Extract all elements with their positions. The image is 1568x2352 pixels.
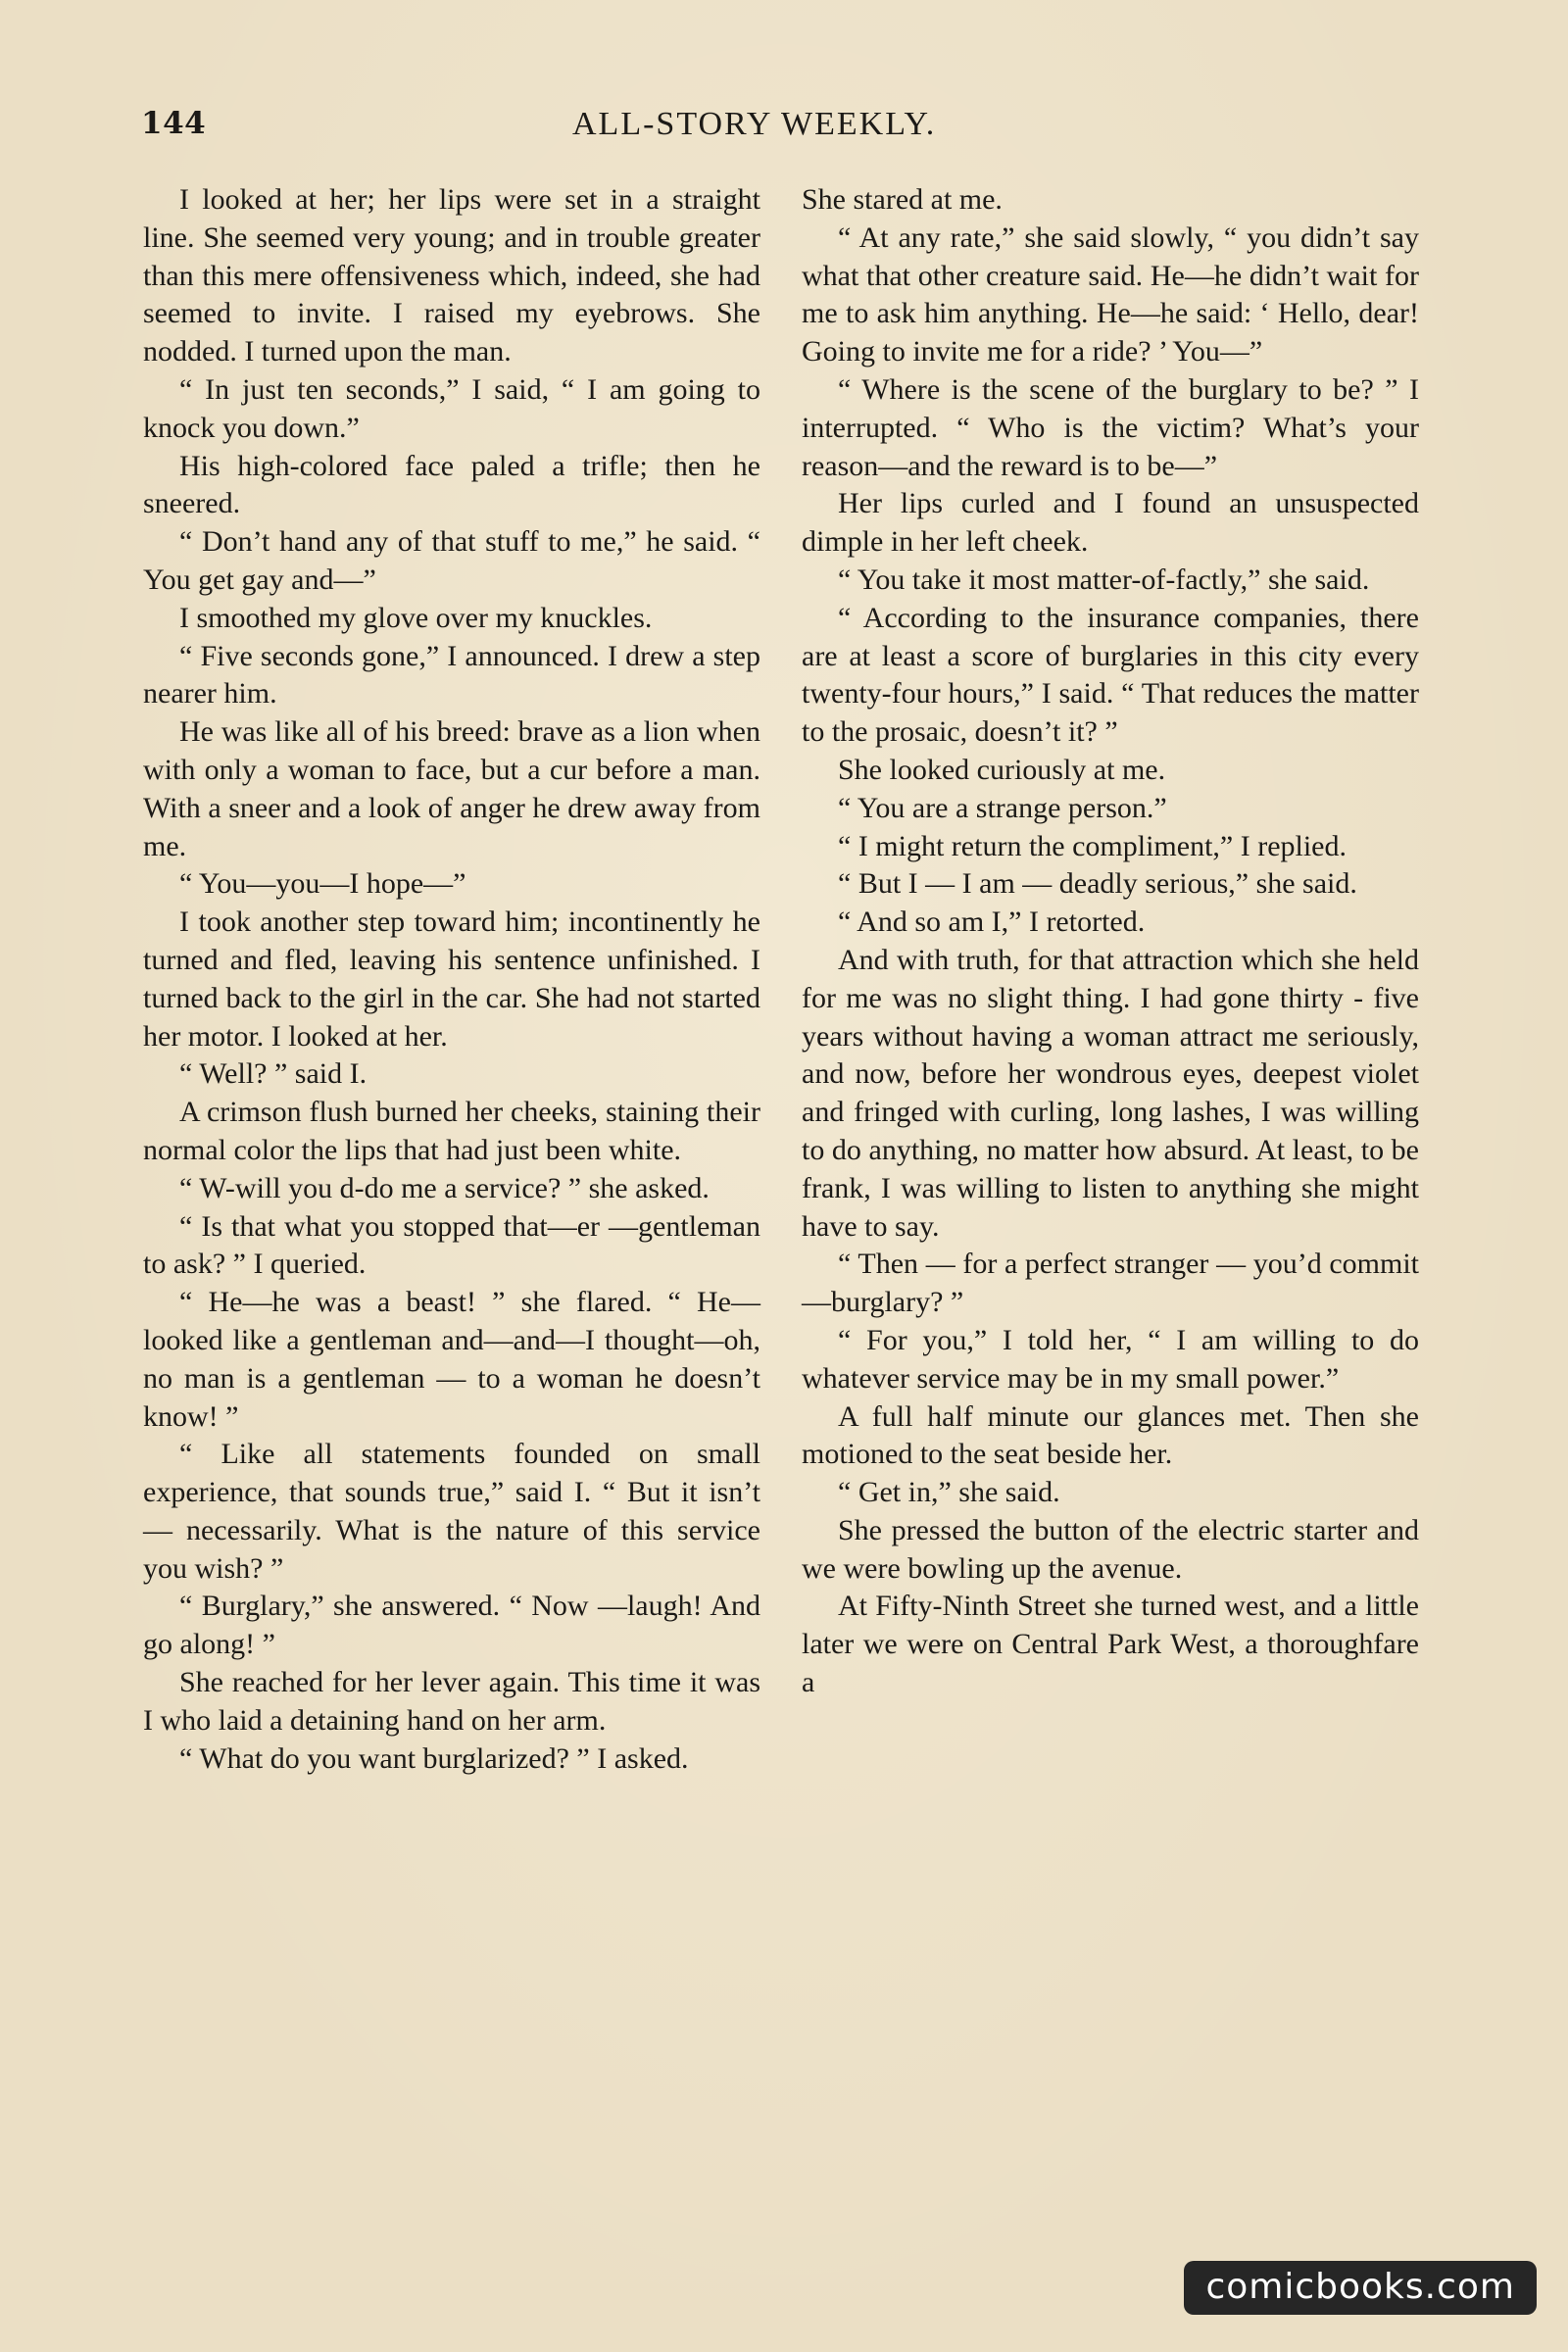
paragraph: “ Don’t hand any of that stuff to me,” he said. “ You get gay and—” [143, 525, 760, 596]
paragraph: “ According to the insurance companies, there are at least a score of burglaries in this city every twenty-four hours,” I said. “ That reduces the matter to the prosaic, doesn’t it? ” [802, 601, 1419, 749]
paragraph: I looked at her; her lips were set in a straight line. She seemed very young; and in trouble greater than this mere offensiveness which, indeed, she had seemed to invite. I raised my eyebrows. She nodded. I turned upon the man. [143, 183, 760, 368]
paragraph: “ W-will you d-do me a service? ” she asked. [179, 1171, 710, 1204]
site-watermark: comicbooks.com [1184, 2261, 1537, 2315]
paragraph: I smoothed my glove over my knuckles. [179, 601, 653, 634]
paragraph: “ You are a strange person.” [838, 791, 1167, 824]
paragraph: “ Where is the scene of the burglary to be? ” I interrupted. “ Who is the victim? What’s your reason—and the reward is to be—” [802, 372, 1419, 482]
paragraph: “ In just ten seconds,” I said, “ I am going to knock you down.” [143, 372, 760, 444]
paragraph: “ But I — I am — deadly serious,” she said. [838, 867, 1357, 901]
paragraph: “ Well? ” said I. [179, 1057, 368, 1091]
paragraph: I took another step toward him; incontinently he turned and fled, leaving his sentence unfinished. I turned back to the girl in the car. She had not started her motor. I looked at her. [143, 906, 760, 1053]
running-title: ALL-STORY WEEKLY. [572, 106, 937, 142]
left-column [143, 181, 760, 1778]
paragraph: “ Is that what you stopped that—er —gentleman to ask? ” I queried. [143, 1209, 760, 1281]
paragraph: Her lips curled and I found an unsuspected dimple in her left cheek. [802, 487, 1419, 559]
paragraph: His high-colored face paled a trifle; then he sneered. [143, 449, 760, 520]
paragraph: She looked curiously at me. [838, 753, 1166, 786]
paragraph: A crimson flush burned her cheeks, staining their normal color the lips that had just been white. [143, 1096, 760, 1166]
paragraph: She pressed the button of the electric starter and we were bowling up the avenue. [802, 1513, 1419, 1585]
paragraph: “ At any rate,” she said slowly, “ you didn’t say what that other creature said. He—he didn’t wait for me to ask him anything. He—he said: ‘ Hello, dear! Going to invite me for a ride? ’ You—” [802, 220, 1419, 368]
paragraph: “ For you,” I told her, “ I am willing to do whatever service may be in my small power.” [802, 1323, 1419, 1395]
paragraph: “ Then — for a perfect stranger — you’d commit—burglary? ” [802, 1248, 1419, 1319]
paragraph: “ What do you want burglarized? ” I asked. [179, 1741, 689, 1775]
paragraph: “ You take it most matter-of-factly,” she said. [838, 563, 1370, 596]
continued-paragraph: She stared at me. [802, 183, 1003, 216]
paragraph: “ I might return the compliment,” I replied. [838, 829, 1347, 862]
paragraph: “ Get in,” she said. [838, 1476, 1060, 1509]
paragraph: “ Five seconds gone,” I announced. I drew a step nearer him. [143, 639, 760, 710]
right-column [802, 181, 1419, 1702]
page-header [141, 106, 1425, 155]
paragraph: A full half minute our glances met. Then she motioned to the seat beside her. [802, 1399, 1419, 1471]
paragraph: “ And so am I,” I retorted. [838, 906, 1146, 939]
paragraph: And with truth, for that attraction which she held for me was no slight thing. I had gone thirty - five years without having a woman attract me seriously, and now, before her wondrous eyes, deepest violet and fringed with curling, long lashes, I was willing to do anything, no matter how absurd. At least, to be frank, I was willing to listen to anything she might have to say. [802, 943, 1419, 1243]
paragraph: She reached for her lever again. This time it was I who laid a detaining hand on her arm. [143, 1666, 760, 1737]
paragraph: “ Like all statements founded on small experience, that sounds true,” said I. “ But it isn’t — necessarily. What is the nature of this service you wish? ” [143, 1438, 760, 1585]
page-number: 144 [141, 106, 207, 141]
paragraph: At Fifty-Ninth Street she turned west, and a little later we were on Central Park West, a thoroughfare a [802, 1590, 1419, 1699]
paragraph: He was like all of his breed: brave as a lion when with only a woman to face, but a cur before a man. With a sneer and a look of anger he drew away from me. [143, 715, 760, 862]
paragraph: “ He—he was a beast! ” she flared. “ He—looked like a gentleman and—and—I thought—oh, no man is a gentleman — to a woman he doesn’t know! ” [143, 1286, 760, 1433]
paragraph: “ Burglary,” she answered. “ Now —laugh! And go along! ” [143, 1590, 760, 1661]
paragraph: “ You—you—I hope—” [179, 867, 466, 901]
